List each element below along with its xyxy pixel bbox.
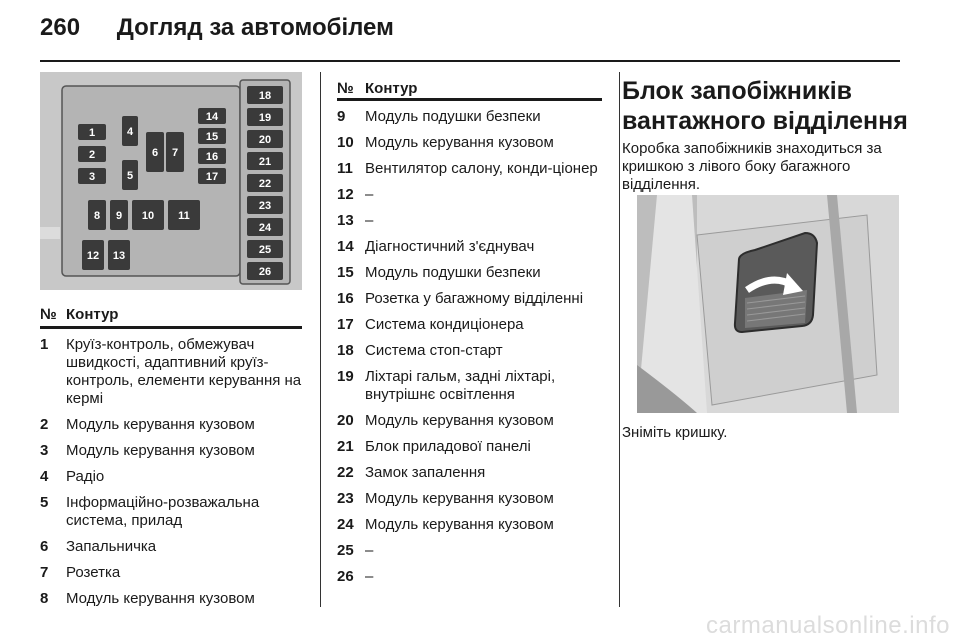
- fuse-slot-label: 15: [205, 131, 219, 143]
- table-row: [337, 290, 607, 308]
- image-caption: Зніміть кришку.: [622, 424, 728, 441]
- fuse-circuit: Модуль керування кузовом: [66, 442, 255, 459]
- col-no-label: №: [337, 80, 354, 97]
- table-row: [337, 186, 607, 204]
- page-title: Догляд за автомобілем: [116, 14, 394, 41]
- fuse-box-diagram: [40, 72, 302, 290]
- fuse-slot-label: 22: [258, 178, 272, 190]
- fuse-number: 18: [337, 342, 354, 359]
- fuse-slot-label: 13: [112, 250, 126, 262]
- col-circuit-label: Контур: [365, 80, 418, 97]
- fuse-slot-label: 14: [205, 111, 219, 123]
- table-row: [337, 316, 607, 334]
- table-row: [337, 542, 607, 560]
- fuse-slot-label: 19: [258, 112, 272, 124]
- fuse-number: 14: [337, 238, 354, 255]
- table-row: [337, 108, 607, 126]
- table-row: [40, 590, 302, 608]
- table-row: [40, 564, 302, 582]
- table-row: [337, 464, 607, 482]
- table-row: [337, 264, 607, 282]
- table-row: [337, 412, 607, 430]
- fuse-number: 17: [337, 316, 354, 333]
- table-row: [337, 490, 607, 508]
- fuse-number: 9: [337, 108, 346, 125]
- fuse-slot-label: 17: [205, 171, 219, 183]
- fuse-slot-label: 20: [258, 134, 272, 146]
- header-rule: [40, 60, 900, 62]
- table-row: [40, 442, 302, 460]
- fuse-number: 12: [337, 186, 354, 203]
- page-header: [40, 14, 394, 42]
- fuse-number: 24: [337, 516, 354, 533]
- fuse-slot-label: 8: [93, 210, 101, 222]
- fuse-circuit: Діагностичний з'єднувач: [365, 238, 535, 255]
- fuse-circuit: Розетка у багажному відділенні: [365, 290, 584, 307]
- fuse-circuit: Вентилятор салону, конди-ціонер: [365, 160, 598, 177]
- fuse-circuit: Система кондиціонера: [365, 316, 524, 333]
- section-title: Блок запобіжників вантажного відділення: [622, 77, 908, 135]
- fuse-circuit: Круїз-контроль, обмежувач швидкості, адаптивний круїз-контроль, елементи керування на кермі: [66, 336, 302, 407]
- fuse-circuit: Інформаційно-розважальна система, прилад: [66, 494, 260, 529]
- table-row: [337, 438, 607, 456]
- fuse-circuit: –: [365, 542, 374, 559]
- fuse-number: 10: [337, 134, 354, 151]
- fuse-slot-label: 12: [86, 250, 100, 262]
- table-row: [337, 568, 607, 586]
- table-right-rule: [337, 98, 602, 101]
- fuse-circuit: Блок приладової панелі: [365, 438, 531, 455]
- table-row: [40, 538, 302, 556]
- column-divider-2: [619, 72, 620, 607]
- table-row: [337, 212, 607, 230]
- fuse-circuit: Модуль подушки безпеки: [365, 108, 541, 125]
- fuse-slot-label: 10: [141, 210, 155, 222]
- fuse-slot-label: 5: [126, 170, 134, 182]
- fuse-circuit: Розетка: [66, 564, 121, 581]
- fuse-table-left: [40, 336, 302, 616]
- fuse-circuit: Модуль керування кузовом: [365, 490, 554, 507]
- fuse-circuit: Модуль керування кузовом: [365, 134, 554, 151]
- table-row: [337, 342, 607, 360]
- fuse-circuit: –: [365, 186, 374, 203]
- fuse-number: 16: [337, 290, 354, 307]
- table-right-header: [337, 80, 417, 97]
- fuse-circuit: Модуль керування кузовом: [365, 412, 554, 429]
- fuse-number: 23: [337, 490, 354, 507]
- col-circuit-label: Контур: [66, 306, 119, 323]
- section-text: Коробка запобіжників знаходиться за кришкою з лівого боку багажного відділення.: [622, 140, 882, 193]
- fuse-circuit: Система стоп-старт: [365, 342, 503, 359]
- col-no-label: №: [40, 306, 57, 323]
- fuse-number: 22: [337, 464, 354, 481]
- table-row: [337, 134, 607, 152]
- fuse-circuit: Модуль керування кузовом: [66, 416, 255, 433]
- page-number: 260: [40, 14, 81, 41]
- watermark: carmanualsonline.info: [706, 612, 950, 639]
- table-row: [337, 238, 607, 256]
- column-divider-1: [320, 72, 321, 607]
- fuse-circuit: Радіо: [66, 468, 105, 485]
- fuse-number: 8: [40, 590, 49, 607]
- table-left-header: [40, 306, 118, 323]
- cargo-compartment-photo: [637, 195, 899, 413]
- table-row: [40, 336, 302, 408]
- fuse-slot-label: 7: [171, 147, 179, 159]
- fuse-number: 20: [337, 412, 354, 429]
- fuse-number: 21: [337, 438, 354, 455]
- fuse-circuit: Замок запалення: [365, 464, 486, 481]
- fuse-circuit: –: [365, 212, 374, 229]
- fuse-number: 25: [337, 542, 354, 559]
- fuse-slot-label: 18: [258, 90, 272, 102]
- fuse-number: 2: [40, 416, 49, 433]
- fuse-number: 1: [40, 336, 49, 353]
- fuse-slot-label: 6: [151, 147, 159, 159]
- fuse-number: 11: [337, 160, 353, 177]
- fuse-slot-label: 21: [258, 156, 272, 168]
- fuse-number: 13: [337, 212, 354, 229]
- table-row: [337, 516, 607, 534]
- table-row: [40, 494, 302, 530]
- fuse-table-right: [337, 108, 607, 594]
- fuse-slot-label: 9: [115, 210, 123, 222]
- fuse-slot-label: 25: [258, 244, 272, 256]
- fuse-circuit: Модуль керування кузовом: [365, 516, 554, 533]
- fuse-circuit: Модуль подушки безпеки: [365, 264, 541, 281]
- fuse-number: 3: [40, 442, 49, 459]
- fuse-slot-label: 16: [205, 151, 219, 163]
- fuse-number: 19: [337, 368, 354, 385]
- fuse-circuit: Модуль керування кузовом: [66, 590, 255, 607]
- fuse-slot-label: 11: [178, 210, 190, 222]
- table-row: [337, 368, 607, 404]
- fuse-slot-label: 1: [88, 127, 96, 139]
- fuse-number: 7: [40, 564, 49, 581]
- table-row: [337, 160, 607, 178]
- table-row: [40, 468, 302, 486]
- fuse-slot-label: 3: [88, 171, 96, 183]
- fuse-number: 6: [40, 538, 49, 555]
- fuse-slot-label: 4: [126, 126, 134, 138]
- fuse-slot-label: 2: [88, 149, 96, 161]
- fuse-slot-label: 26: [258, 266, 272, 278]
- fuse-number: 4: [40, 468, 49, 485]
- fuse-slot-label: 23: [258, 200, 272, 212]
- fuse-number: 5: [40, 494, 49, 511]
- table-row: [40, 416, 302, 434]
- fuse-number: 26: [337, 568, 354, 585]
- fuse-circuit: Запальничка: [66, 538, 157, 555]
- fuse-slot-label: 24: [258, 222, 272, 234]
- fuse-circuit: –: [365, 568, 374, 585]
- table-left-rule: [40, 326, 302, 329]
- fuse-circuit: Ліхтарі гальм, задні ліхтарі, внутрішнє освітлення: [365, 368, 556, 403]
- fuse-number: 15: [337, 264, 354, 281]
